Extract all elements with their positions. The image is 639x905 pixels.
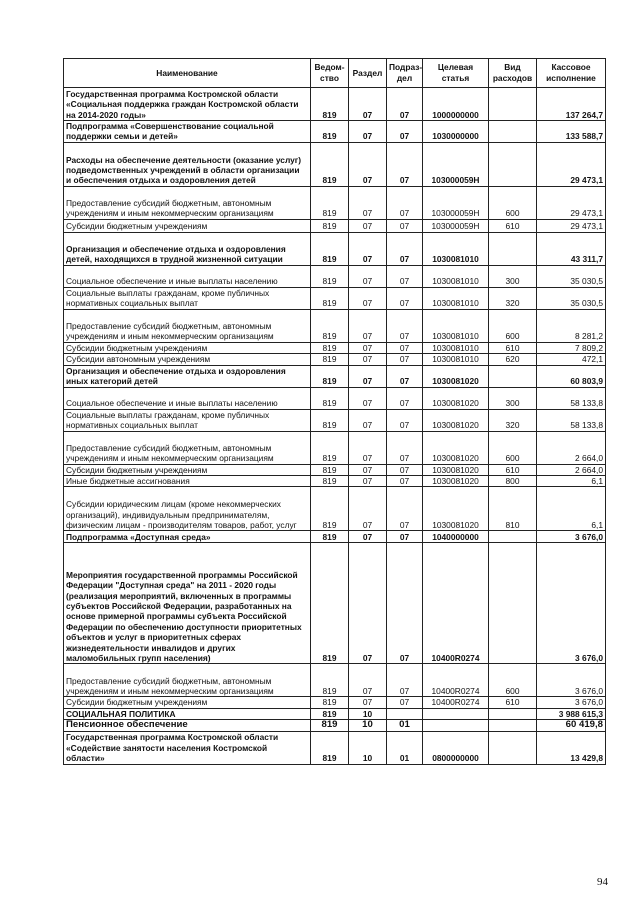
table-row [64, 697, 606, 708]
cell-exp-type [489, 88, 537, 121]
cell-section: 07 [349, 142, 387, 186]
cell-target: 1030000000 [423, 121, 489, 143]
cell-name: Иные бюджетные ассигнования [64, 476, 311, 487]
cell-exp-type [489, 543, 537, 664]
cell-subsection: 07 [387, 142, 423, 186]
cell-exp-type [489, 531, 537, 543]
cell-exp-type [489, 708, 537, 719]
cell-dept: 819 [311, 287, 349, 309]
cell-dept: 819 [311, 409, 349, 431]
cell-target: 1030081010 [423, 309, 489, 342]
cell-subsection: 01 [387, 720, 423, 731]
cell-amount: 2 664,0 [537, 464, 606, 475]
table-row [64, 708, 606, 719]
cell-section: 07 [349, 387, 387, 409]
cell-target [423, 708, 489, 719]
cell-subsection [387, 708, 423, 719]
cell-name: Подпрограмма «Доступная среда» [64, 531, 311, 543]
cell-exp-type: 620 [489, 354, 537, 365]
cell-dept: 819 [311, 354, 349, 365]
cell-amount: 3 676,0 [537, 543, 606, 664]
cell-dept: 819 [311, 88, 349, 121]
table-row [64, 431, 606, 464]
table-row [64, 142, 606, 186]
cell-name: Подпрограмма «Совершенствование социальной поддержки семьи и детей» [64, 121, 311, 143]
cell-dept: 819 [311, 731, 349, 764]
cell-name: Социальное обеспечение и иные выплаты населению [64, 265, 311, 287]
cell-name: Предоставление субсидий бюджетным, автономным учреждениям и иным некоммерческим организациям [64, 186, 311, 219]
cell-amount: 3 676,0 [537, 664, 606, 697]
cell-amount: 6,1 [537, 487, 606, 531]
cell-target: 10400R0274 [423, 543, 489, 664]
cell-name: Предоставление субсидий бюджетным, автономным учреждениям и иным некоммерческим организациям [64, 309, 311, 342]
cell-exp-type: 610 [489, 464, 537, 475]
table-row [64, 543, 606, 664]
cell-exp-type: 610 [489, 342, 537, 353]
table-row [64, 731, 606, 764]
table-row [64, 354, 606, 365]
cell-subsection: 07 [387, 387, 423, 409]
cell-dept: 819 [311, 697, 349, 708]
cell-amount: 60 419,8 [537, 720, 606, 731]
cell-name: Предоставление субсидий бюджетным, автономным учреждениям и иным некоммерческим организациям [64, 431, 311, 464]
table-row [64, 186, 606, 219]
cell-subsection: 07 [387, 219, 423, 232]
cell-amount: 3 676,0 [537, 531, 606, 543]
cell-amount: 58 133,8 [537, 387, 606, 409]
table-row [64, 531, 606, 543]
cell-exp-type [489, 142, 537, 186]
cell-amount: 3 676,0 [537, 697, 606, 708]
cell-subsection: 07 [387, 354, 423, 365]
cell-dept: 819 [311, 464, 349, 475]
cell-amount: 35 030,5 [537, 287, 606, 309]
cell-target: 1030081020 [423, 476, 489, 487]
cell-amount: 29 473,1 [537, 219, 606, 232]
table-row [64, 287, 606, 309]
cell-dept: 819 [311, 186, 349, 219]
cell-dept: 819 [311, 309, 349, 342]
cell-exp-type [489, 720, 537, 731]
cell-dept: 819 [311, 121, 349, 143]
cell-section: 07 [349, 232, 387, 265]
table-row [64, 121, 606, 143]
cell-section: 10 [349, 720, 387, 731]
table-row [64, 219, 606, 232]
cell-target: 1030081020 [423, 431, 489, 464]
cell-section: 07 [349, 409, 387, 431]
header-amount: Кассовое исполнение [537, 59, 606, 88]
cell-dept: 819 [311, 365, 349, 387]
cell-name: Субсидии бюджетным учреждениям [64, 464, 311, 475]
cell-subsection: 07 [387, 664, 423, 697]
cell-target: 0800000000 [423, 731, 489, 764]
cell-amount: 58 133,8 [537, 409, 606, 431]
table-row [64, 265, 606, 287]
table-row [64, 309, 606, 342]
cell-dept: 819 [311, 543, 349, 664]
cell-section: 07 [349, 186, 387, 219]
table-row [64, 409, 606, 431]
cell-subsection: 07 [387, 186, 423, 219]
cell-exp-type [489, 731, 537, 764]
cell-subsection: 07 [387, 431, 423, 464]
cell-subsection: 07 [387, 531, 423, 543]
cell-exp-type: 600 [489, 431, 537, 464]
cell-amount: 133 588,7 [537, 121, 606, 143]
cell-section: 07 [349, 365, 387, 387]
cell-target: 1000000000 [423, 88, 489, 121]
cell-section: 07 [349, 664, 387, 697]
header-subsection: Подраз- дел [387, 59, 423, 88]
cell-target: 10400R0274 [423, 664, 489, 697]
cell-amount: 3 988 615,3 [537, 708, 606, 719]
cell-exp-type: 800 [489, 476, 537, 487]
cell-section: 07 [349, 697, 387, 708]
cell-dept: 819 [311, 720, 349, 731]
cell-section: 07 [349, 431, 387, 464]
cell-section: 07 [349, 354, 387, 365]
cell-amount: 6,1 [537, 476, 606, 487]
table-row [64, 487, 606, 531]
page-number: 94 [597, 876, 608, 888]
cell-exp-type [489, 232, 537, 265]
cell-exp-type: 320 [489, 409, 537, 431]
cell-subsection: 07 [387, 309, 423, 342]
cell-target: 103000059Н [423, 186, 489, 219]
cell-subsection: 07 [387, 697, 423, 708]
cell-exp-type [489, 365, 537, 387]
cell-target: 1030081010 [423, 354, 489, 365]
cell-exp-type: 320 [489, 287, 537, 309]
cell-subsection: 07 [387, 365, 423, 387]
cell-target: 1030081020 [423, 409, 489, 431]
cell-target: 1040000000 [423, 531, 489, 543]
table-row [64, 720, 606, 731]
cell-section: 10 [349, 708, 387, 719]
cell-section: 07 [349, 88, 387, 121]
cell-dept: 819 [311, 219, 349, 232]
cell-target: 103000059Н [423, 219, 489, 232]
cell-exp-type: 600 [489, 664, 537, 697]
cell-exp-type [489, 121, 537, 143]
cell-name: Расходы на обеспечение деятельности (оказание услуг) подведомственных учреждений в области организации и обеспечения отдыха и оздоровления детей [64, 142, 311, 186]
cell-section: 07 [349, 309, 387, 342]
cell-exp-type: 610 [489, 697, 537, 708]
cell-name: Социальные выплаты гражданам, кроме публичных нормативных социальных выплат [64, 287, 311, 309]
cell-subsection: 07 [387, 265, 423, 287]
cell-exp-type: 600 [489, 309, 537, 342]
header-row [64, 59, 606, 88]
cell-amount: 2 664,0 [537, 431, 606, 464]
cell-dept: 819 [311, 142, 349, 186]
cell-amount: 472,1 [537, 354, 606, 365]
header-section: Раздел [349, 59, 387, 88]
cell-amount: 13 429,8 [537, 731, 606, 764]
table-row [64, 342, 606, 353]
cell-section: 07 [349, 219, 387, 232]
cell-section: 07 [349, 287, 387, 309]
cell-target: 1030081010 [423, 265, 489, 287]
cell-name: Государственная программа Костромской области «Содействие занятости населения Костромской области» [64, 731, 311, 764]
header-name: Наименование [64, 59, 311, 88]
cell-name: Организация и обеспечение отдыха и оздоровления иных категорий детей [64, 365, 311, 387]
cell-amount: 29 473,1 [537, 186, 606, 219]
cell-dept: 819 [311, 708, 349, 719]
budget-table [63, 58, 606, 765]
cell-subsection: 07 [387, 476, 423, 487]
cell-name: СОЦИАЛЬНАЯ ПОЛИТИКА [64, 708, 311, 719]
cell-target: 1030081020 [423, 365, 489, 387]
cell-target: 10400R0274 [423, 697, 489, 708]
table-row [64, 88, 606, 121]
table-row [64, 365, 606, 387]
cell-name: Организация и обеспечение отдыха и оздоровления детей, находящихся в трудной жизненной ситуации [64, 232, 311, 265]
cell-name: Мероприятия государственной программы Российской Федерации "Доступная среда" на 2011 - 2020 годы (реализация мероприятий, включенных в программы субъектов Российской Федерации, разработанных на основе примерной программы субъекта Российской Федерации по обеспечению доступности приоритетных объектов и услуг в приоритетных сферах жизнедеятельности инвалидов и других маломобильных групп населения) [64, 543, 311, 664]
cell-dept: 819 [311, 387, 349, 409]
cell-subsection: 07 [387, 487, 423, 531]
cell-section: 07 [349, 531, 387, 543]
cell-amount: 29 473,1 [537, 142, 606, 186]
cell-name: Субсидии юридическим лицам (кроме некоммерческих организаций), индивидуальным предпринимателям, физическим лицам - производителям товаров, работ, услуг [64, 487, 311, 531]
header-exp-type: Вид расходов [489, 59, 537, 88]
cell-name: Субсидии автономным учреждениям [64, 354, 311, 365]
cell-dept: 819 [311, 531, 349, 543]
cell-target: 1030081010 [423, 287, 489, 309]
cell-dept: 819 [311, 487, 349, 531]
cell-name: Предоставление субсидий бюджетным, автономным учреждениям и иным некоммерческим организациям [64, 664, 311, 697]
cell-name: Субсидии бюджетным учреждениям [64, 697, 311, 708]
cell-section: 07 [349, 342, 387, 353]
cell-amount: 7 809,2 [537, 342, 606, 353]
cell-exp-type: 300 [489, 387, 537, 409]
cell-subsection: 07 [387, 464, 423, 475]
cell-amount: 43 311,7 [537, 232, 606, 265]
header-dept: Ведом- ство [311, 59, 349, 88]
cell-exp-type: 600 [489, 186, 537, 219]
table-row [64, 387, 606, 409]
cell-subsection: 01 [387, 731, 423, 764]
cell-target: 1030081020 [423, 387, 489, 409]
cell-dept: 819 [311, 431, 349, 464]
cell-exp-type: 810 [489, 487, 537, 531]
table-row [64, 664, 606, 697]
cell-amount: 8 281,2 [537, 309, 606, 342]
cell-name: Социальное обеспечение и иные выплаты населению [64, 387, 311, 409]
cell-subsection: 07 [387, 121, 423, 143]
cell-target: 1030081020 [423, 464, 489, 475]
table-row [64, 476, 606, 487]
header-target: Целевая статья [423, 59, 489, 88]
cell-target: 103000059Н [423, 142, 489, 186]
cell-dept: 819 [311, 476, 349, 487]
cell-section: 07 [349, 476, 387, 487]
cell-section: 10 [349, 731, 387, 764]
cell-target: 1030081010 [423, 342, 489, 353]
cell-name: Пенсионное обеспечение [64, 720, 311, 731]
cell-exp-type: 300 [489, 265, 537, 287]
cell-subsection: 07 [387, 232, 423, 265]
cell-dept: 819 [311, 664, 349, 697]
cell-amount: 137 264,7 [537, 88, 606, 121]
cell-dept: 819 [311, 342, 349, 353]
cell-amount: 60 803,9 [537, 365, 606, 387]
cell-subsection: 07 [387, 287, 423, 309]
cell-name: Социальные выплаты гражданам, кроме публичных нормативных социальных выплат [64, 409, 311, 431]
cell-target [423, 720, 489, 731]
cell-section: 07 [349, 543, 387, 664]
cell-subsection: 07 [387, 342, 423, 353]
cell-name: Субсидии бюджетным учреждениям [64, 219, 311, 232]
cell-exp-type: 610 [489, 219, 537, 232]
cell-dept: 819 [311, 232, 349, 265]
table-row [64, 464, 606, 475]
cell-section: 07 [349, 487, 387, 531]
cell-dept: 819 [311, 265, 349, 287]
cell-subsection: 07 [387, 409, 423, 431]
cell-name: Государственная программа Костромской области «Социальная поддержка граждан Костромской области на 2014-2020 годы» [64, 88, 311, 121]
cell-section: 07 [349, 121, 387, 143]
cell-name: Субсидии бюджетным учреждениям [64, 342, 311, 353]
cell-target: 1030081020 [423, 487, 489, 531]
table-row [64, 232, 606, 265]
cell-section: 07 [349, 265, 387, 287]
cell-target: 1030081010 [423, 232, 489, 265]
cell-subsection: 07 [387, 88, 423, 121]
cell-subsection: 07 [387, 543, 423, 664]
cell-section: 07 [349, 464, 387, 475]
cell-amount: 35 030,5 [537, 265, 606, 287]
